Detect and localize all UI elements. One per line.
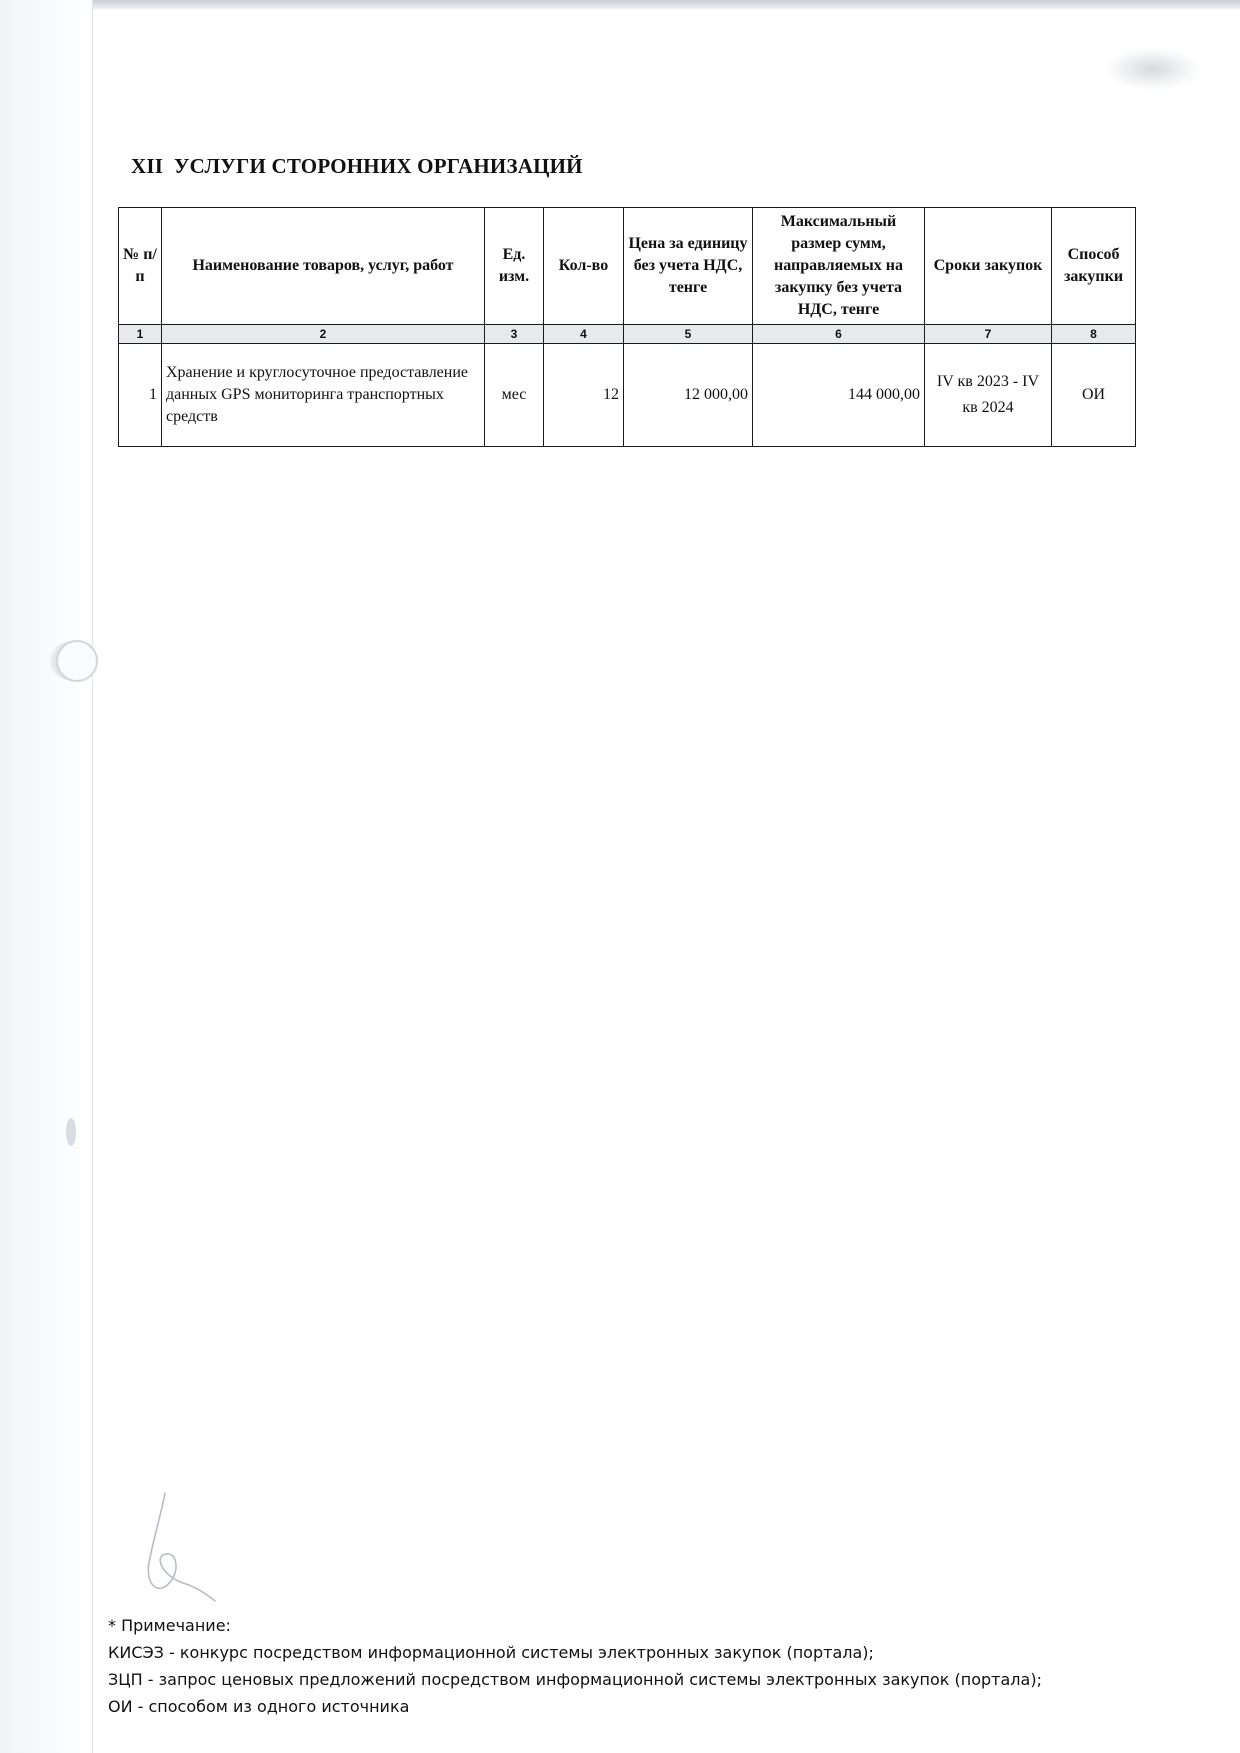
item-method: ОИ — [1052, 344, 1136, 447]
header-cell-unit-price: Цена за единицу без учета НДС, тенге — [624, 208, 753, 325]
item-quantity: 12 — [544, 344, 624, 447]
item-max-sum: 144 000,00 — [753, 344, 925, 447]
column-number: 3 — [485, 325, 544, 344]
footnote-line: ОИ - способом из одного источника — [108, 1697, 410, 1716]
header-cell-max-sum: Максимальный размер сумм, направляемых на закупку без учета НДС, тенге — [753, 208, 925, 325]
header-cell-quantity: Кол-во — [544, 208, 624, 325]
table-header-row — [119, 208, 1136, 325]
table-row — [119, 344, 1136, 447]
header-cell-name: Наименование товаров, услуг, работ — [162, 208, 485, 325]
handwritten-mark — [135, 1485, 225, 1605]
item-period: IV кв 2023 - IV кв 2024 — [925, 344, 1052, 447]
section-heading — [131, 154, 583, 179]
header-cell-method: Способ закупки — [1052, 208, 1136, 325]
section-title: УСЛУГИ СТОРОННИХ ОРГАНИЗАЦИЙ — [174, 154, 583, 178]
scan-left-margin — [0, 0, 92, 1753]
item-name: Хранение и круглосуточное предоставление данных GPS мониторинга транспортных средств — [162, 344, 485, 447]
item-unit: мес — [485, 344, 544, 447]
punch-mark — [66, 1118, 76, 1146]
footnote-title: * Примечание: — [108, 1616, 231, 1635]
scan-smudge — [1105, 48, 1200, 90]
column-number: 1 — [119, 325, 162, 344]
item-unit-price: 12 000,00 — [624, 344, 753, 447]
punch-hole — [56, 640, 98, 682]
footnote-line: КИСЭЗ - конкурс посредством информационной системы электронных закупок (портала); — [108, 1643, 874, 1662]
column-number: 7 — [925, 325, 1052, 344]
column-number: 5 — [624, 325, 753, 344]
scan-top-edge — [0, 0, 1240, 9]
column-number: 6 — [753, 325, 925, 344]
footnotes — [108, 1612, 1042, 1720]
procurement-table — [118, 207, 1136, 447]
section-number: XII — [131, 154, 164, 178]
header-cell-number: № п/п — [119, 208, 162, 325]
header-cell-period: Сроки закупок — [925, 208, 1052, 325]
column-number-row — [119, 325, 1136, 344]
page-fold-line — [92, 0, 93, 1753]
header-cell-unit: Ед. изм. — [485, 208, 544, 325]
row-number: 1 — [119, 344, 162, 447]
column-number: 2 — [162, 325, 485, 344]
column-number: 4 — [544, 325, 624, 344]
column-number: 8 — [1052, 325, 1136, 344]
footnote-line: ЗЦП - запрос ценовых предложений посредством информационной системы электронных закупок (портала); — [108, 1670, 1042, 1689]
